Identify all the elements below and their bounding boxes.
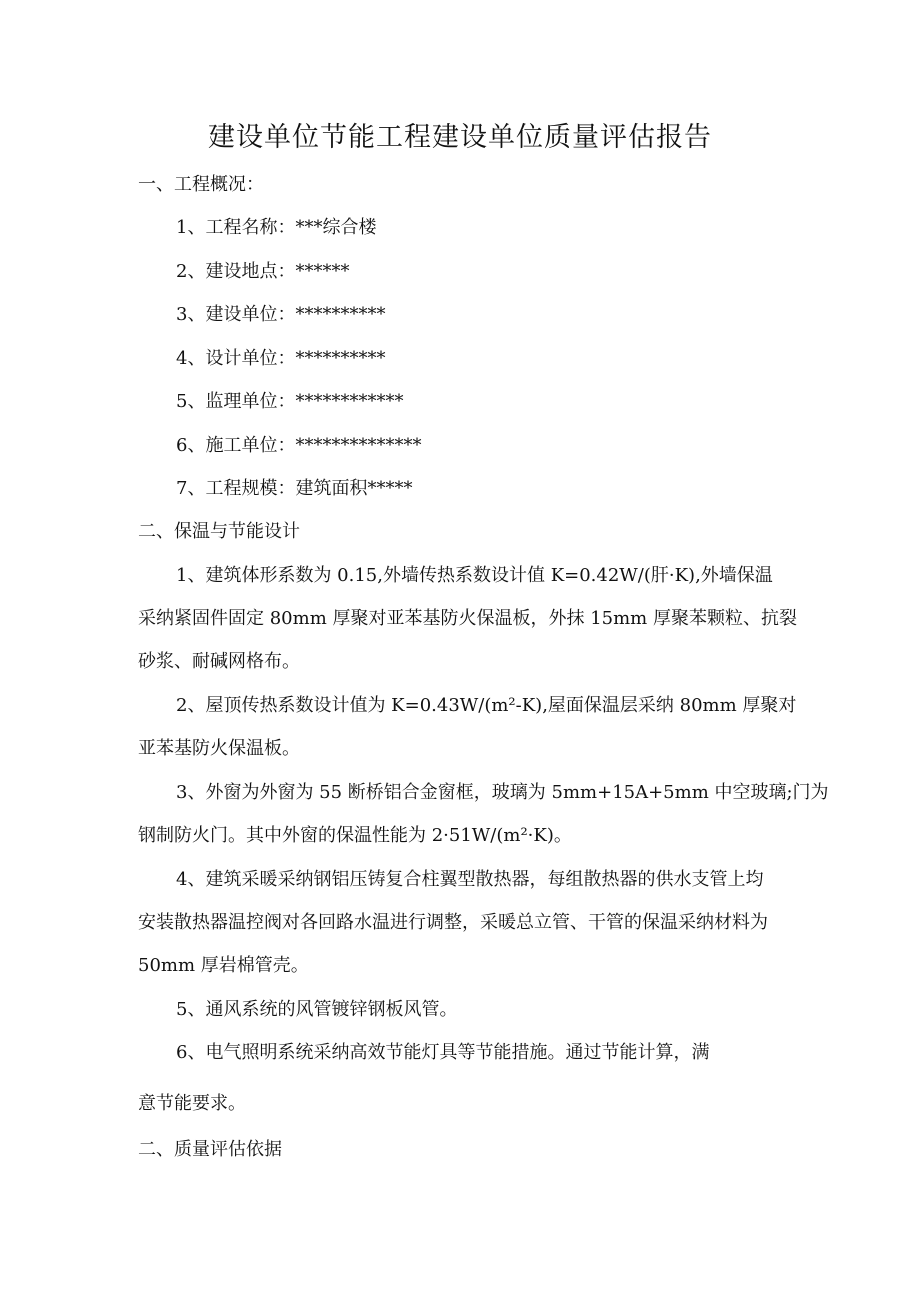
paragraph-line: 1、建筑体形系数为 0.15,外墙传热系数设计值 K=0.42W/(肝·K),外墙保温 [176,565,773,586]
paragraph-line: 钢制防火门。其中外窗的保温性能为 2·51W/(m²·K)。 [138,825,572,846]
paragraph-line: 50mm 厚岩棉管壳。 [138,955,309,976]
paragraph-line: 安装散热器温控阀对各回路水温进行调整，采暖总立管、干管的保温采纳材料为 [138,912,768,933]
paragraph-line: 砂浆、耐碱网格布。 [138,651,300,672]
section-heading-design: 二、保温与节能设计 [138,521,300,542]
paragraph-line: 5、通风系统的风管镀锌钢板风管。 [176,999,458,1020]
paragraph-line: 采纳紧固件固定 80mm 厚聚对亚苯基防火保温板，外抹 15mm 厚聚苯颗粒、抗裂 [138,608,797,629]
overview-item-project-name: 1、工程名称：***综合楼 [176,217,377,238]
overview-item-designer: 4、设计单位：********** [176,348,386,369]
paragraph-line: 4、建筑采暖采纳钢铝压铸复合柱翼型散热器，每组散热器的供水支管上均 [176,869,764,890]
overview-item-contractor: 6、施工单位：************** [176,435,422,456]
paragraph-line: 2、屋顶传热系数设计值为 K=0.43W/(m²-K),屋面保温层采纳 80mm 厚聚对 [176,695,797,716]
paragraph-line: 3、外窗为外窗为 55 断桥铝合金窗框，玻璃为 5mm+15A+5mm 中空玻璃;门为 [176,782,829,803]
overview-item-location: 2、建设地点：****** [176,261,350,282]
overview-item-scale: 7、工程规模：建筑面积***** [176,478,413,499]
section-heading-basis: 二、质量评估依据 [138,1139,282,1160]
section-heading-overview: 一、工程概况： [138,174,264,195]
overview-item-supervisor: 5、监理单位：************ [176,391,404,412]
document-title: 建设单位节能工程建设单位质量评估报告 [208,122,712,153]
overview-item-owner: 3、建设单位：********** [176,304,386,325]
paragraph-line: 意节能要求。 [138,1093,246,1114]
paragraph-line: 6、电气照明系统采纳高效节能灯具等节能措施。通过节能计算，满 [176,1042,710,1063]
paragraph-line: 亚苯基防火保温板。 [138,738,300,759]
